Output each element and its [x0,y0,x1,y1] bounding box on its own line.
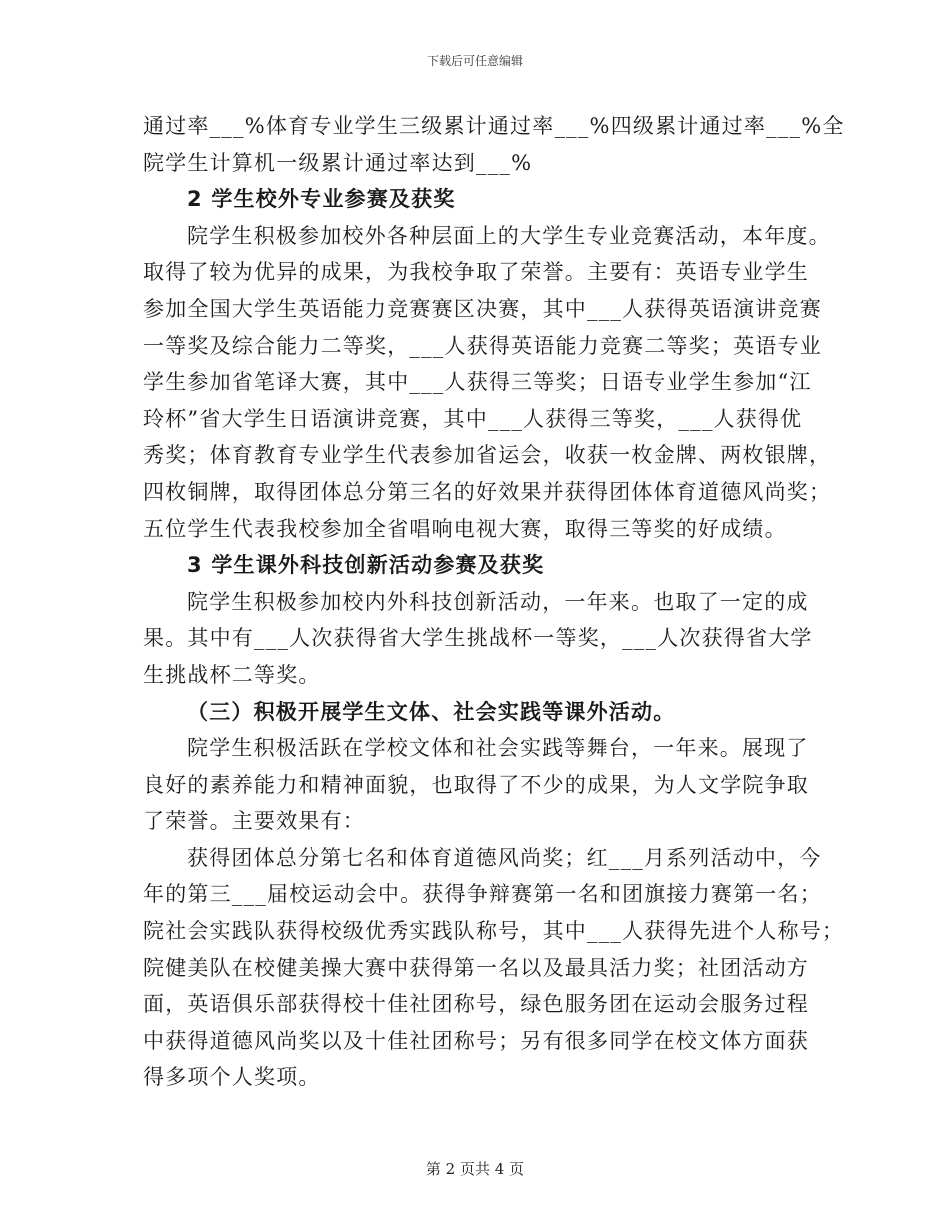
text-line: 参加全国大学生英语能力竞赛赛区决赛，其中___人获得英语演讲竞赛 [143,296,822,321]
text-line: 年的第三___届校运动会中。获得争辩赛第一名和团旗接力赛第一名； [143,882,822,907]
text-line: 院学生积极活跃在学校文体和社会实践等舞台，一年来。展现了 [187,736,809,761]
text-line: 果。其中有___人次获得省大学生挑战杯一等奖，___人次获得省大学 [143,626,813,651]
document-body [143,108,845,1096]
text-line: 院社会实践队获得校级优秀实践队称号，其中___人获得先进个人称号； [143,919,845,944]
text-line: 院健美队在校健美操大赛中获得第一名以及最具活力奖；社团活动方 [143,955,809,980]
text-line: 了荣誉。主要效果有： [143,809,365,834]
text-line: 得多项个人奖项。 [143,1065,321,1090]
section-heading: （三）积极开展学生文体、社会实践等课外活动。 [187,699,676,724]
text-line: 生挑战杯二等奖。 [143,662,321,687]
text-line: 良好的素养能力和精神面貌，也取得了不少的成果，为人文学院争取 [143,772,809,797]
text-line: 一等奖及综合能力二等奖，___人获得英语能力竞赛二等奖；英语专业 [143,333,822,358]
text-line: 院学生计算机一级累计通过率达到___% [143,150,533,175]
text-line: 学生参加省笔译大赛，其中___人获得三等奖；日语专业学生参加“江 [143,370,812,395]
text-line: 中获得道德风尚奖以及十佳社团称号；另有很多同学在校文体方面获 [143,1028,809,1053]
text-line: 五位学生代表我校参加全省唱响电视大赛，取得三等奖的好成绩。 [143,516,787,541]
text-line: 院学生积极参加校外各种层面上的大学生专业竞赛活动，本年度。 [187,223,831,248]
text-line: 玲杯”省大学生日语演讲竞赛，其中___人获得三等奖，___人获得优 [143,406,803,431]
text-line: 院学生积极参加校内外科技创新活动，一年来。也取了一定的成 [187,589,809,614]
text-line: 通过率___%体育专业学生三级累计通过率___%四级累计通过率___%全 [143,114,845,138]
text-line: 秀奖；体育教育专业学生代表参加省运会，收获一枚金牌、两枚银牌， [143,443,832,468]
text-line: 面，英语俱乐部获得校十佳社团称号，绿色服务团在运动会服务过程 [143,992,809,1017]
text-line: 取得了较为优异的成果，为我校争取了荣誉。主要有：英语专业学生 [143,260,809,285]
text-line: 四枚铜牌，取得团体总分第三名的好效果并获得团体体育道德风尚奖； [143,479,832,504]
section-heading: 2 学生校外专业参赛及获奖 [187,187,456,212]
page-footer: 第 2 页共 4 页 [425,1160,525,1178]
page-header: 下载后可任意编辑 [426,54,523,68]
section-heading: 3 学生课外科技创新活动参赛及获奖 [187,553,545,578]
text-line: 获得团体总分第七名和体育道德风尚奖；红___月系列活动中，今 [187,845,822,870]
